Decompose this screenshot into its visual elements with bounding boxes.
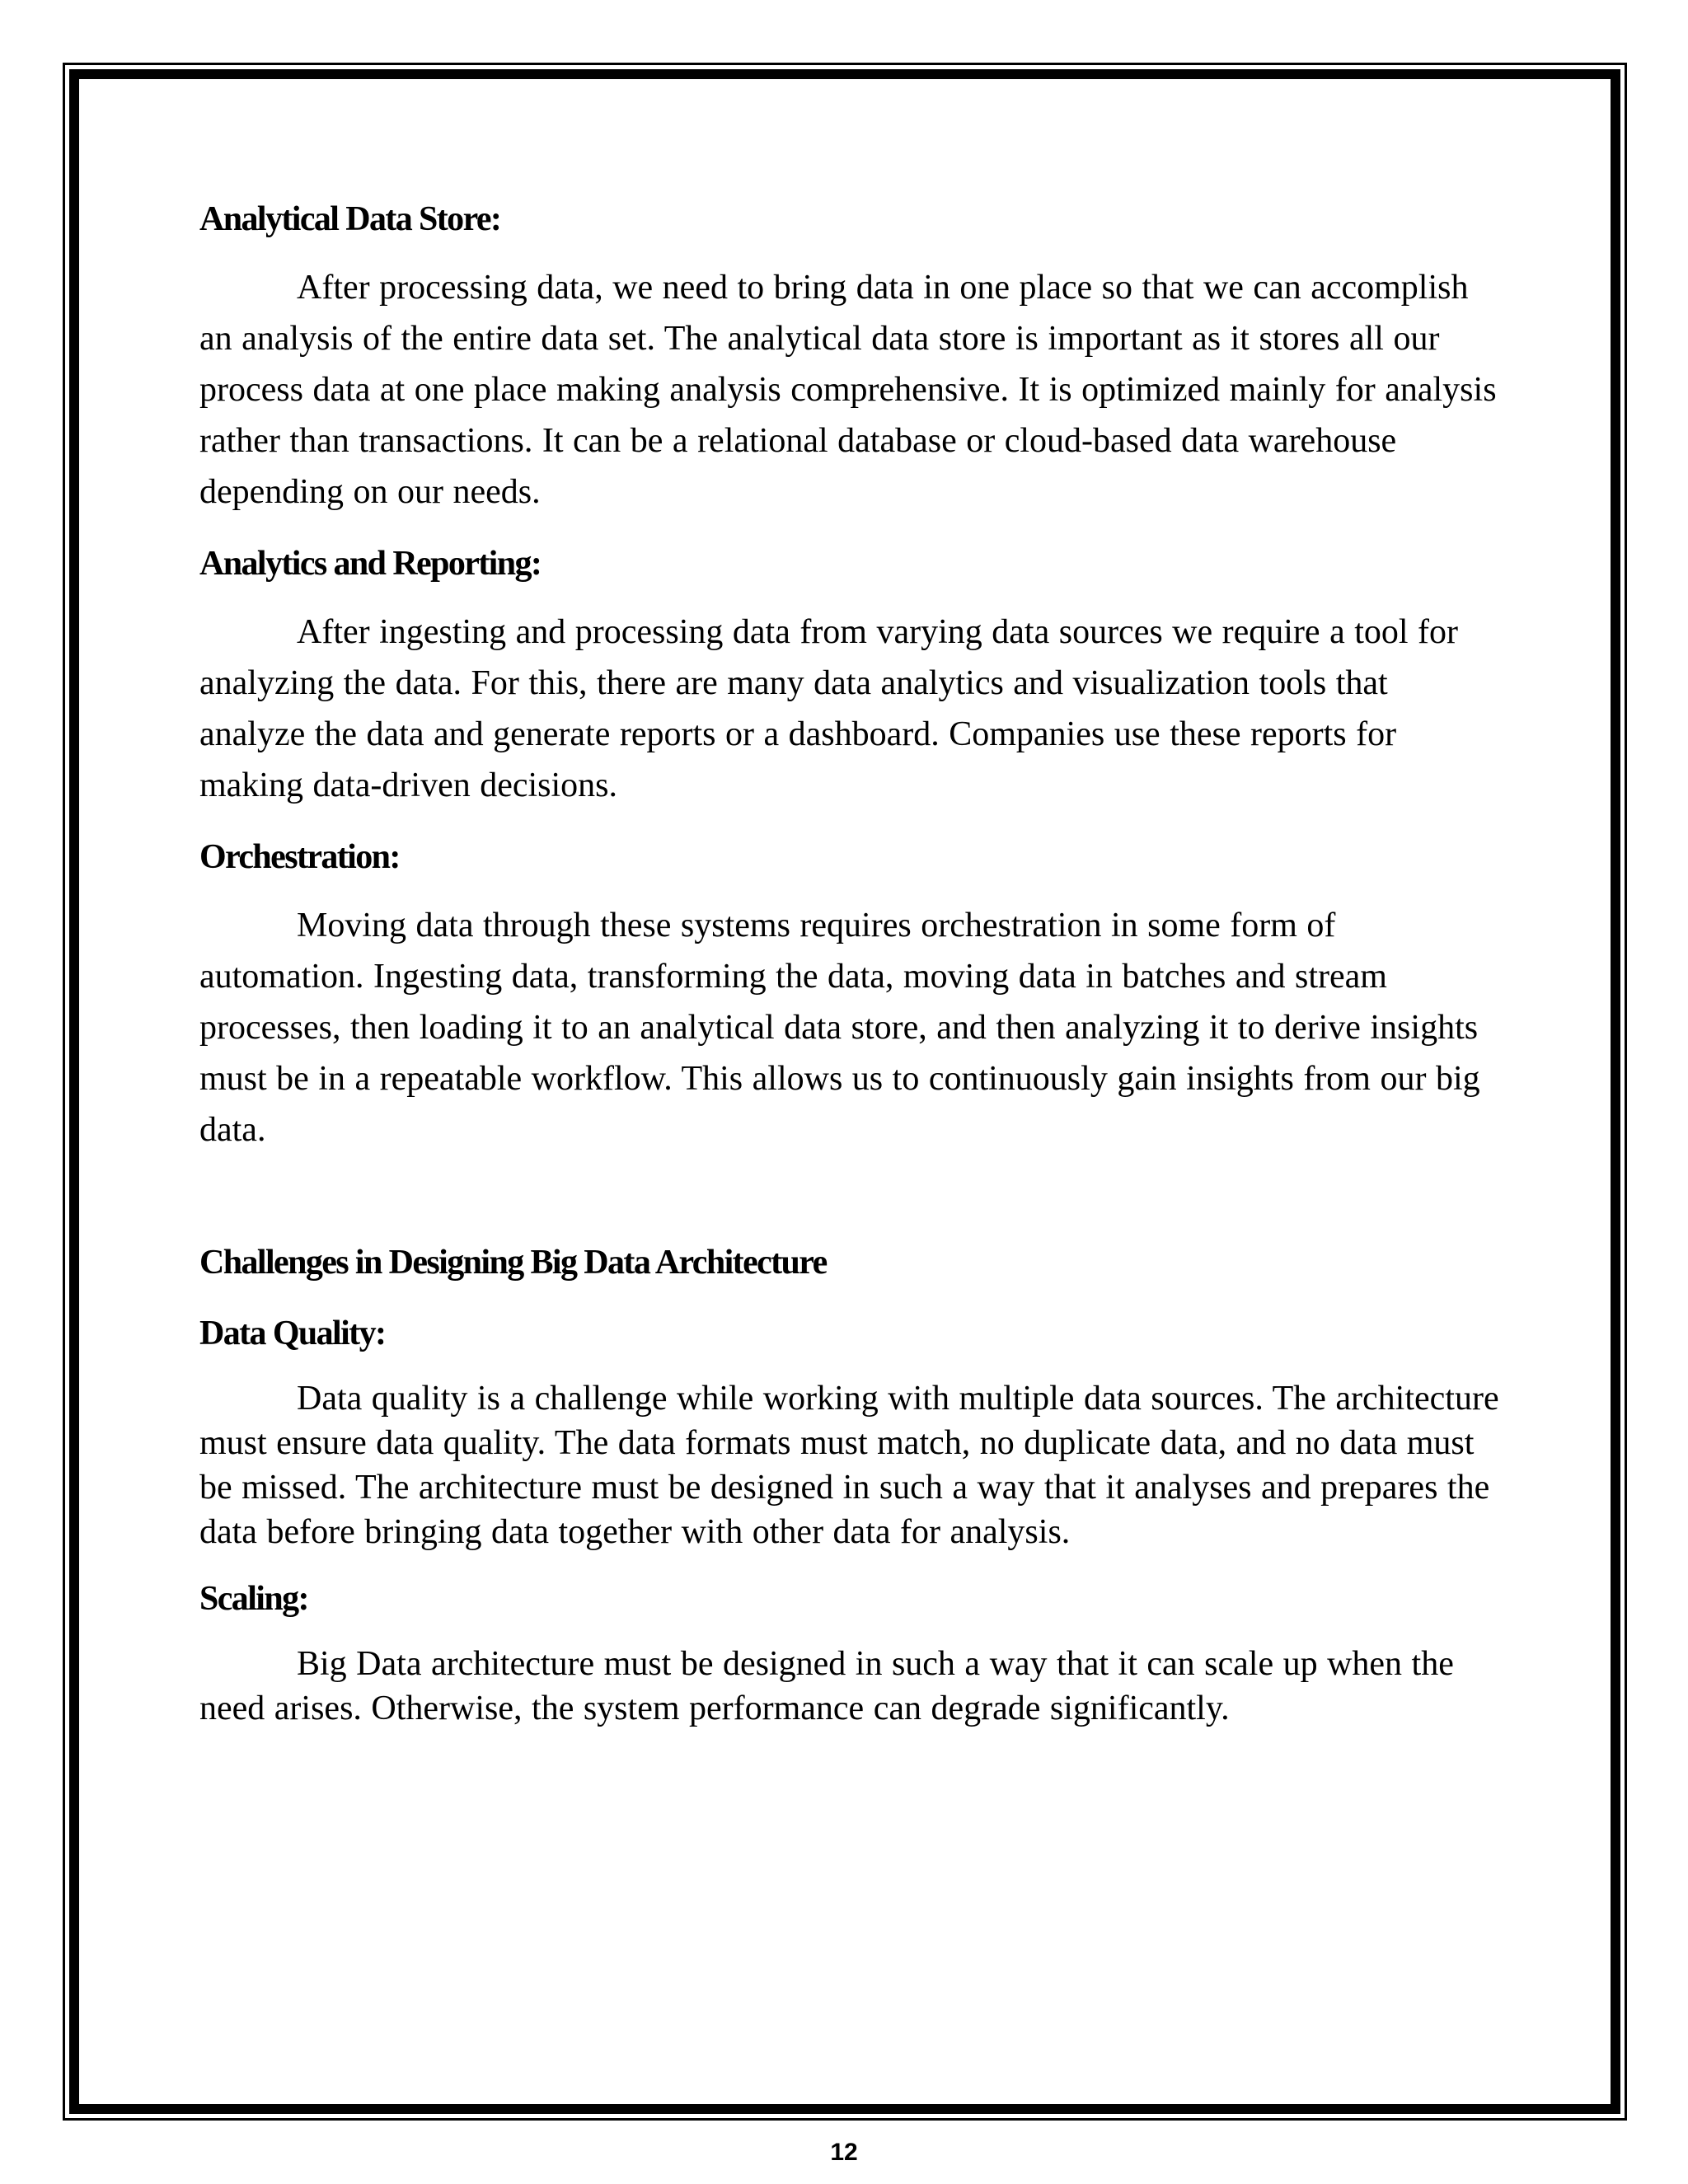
challenge-heading-scaling: Scaling: [199,1580,308,1618]
section-body-analytics-reporting: After ingesting and processing data from varying data sources we require a tool for analyzing the data. For this, there are many data analytics and visualization tools that analyze the data and generate reports or a dashboard. Companies use these reports for making data-driven decisions. [199,613,1459,804]
challenge-heading-data-quality: Data Quality: [199,1315,386,1352]
page-number: 12 [830,2139,858,2166]
challenge-body-data-quality: Data quality is a challenge while working with multiple data sources. The architecture must ensure data quality. The data formats must match, no duplicate data, and no data must be missed. The architecture must be designed in such a way that it analyses and prepares the data before bringing data together with other data for analysis. [199,1380,1499,1551]
section-heading-orchestration: Orchestration: [199,838,400,876]
section-heading-analytical-data-store: Analytical Data Store: [199,200,501,238]
section-body-orchestration: Moving data through these systems requires orchestration in some form of automation. Ingesting data, transforming the data, moving data in batches and stream processes, then loading it to an analytical data store, and then analyzing it to derive insights must be in a repeatable workflow. This allows us to continuously gain insights from our big data. [199,907,1480,1149]
section-body-analytical-data-store: After processing data, we need to bring data in one place so that we can accomplish an analysis of the entire data set. The analytical data store is important as it stores all our process data at one place making analysis comprehensive. It is optimized mainly for analysis rather than transactions. It can be a relational database or cloud-based data warehouse depending on our needs. [199,269,1497,511]
challenge-body-scaling: Big Data architecture must be designed in such a way that it can scale up when the need arises. Otherwise, the system performance can degrade significantly. [199,1645,1454,1727]
challenges-title: Challenges in Designing Big Data Architecture [199,1244,827,1282]
section-heading-analytics-reporting: Analytics and Reporting: [199,545,542,583]
page-content [199,196,1502,1731]
